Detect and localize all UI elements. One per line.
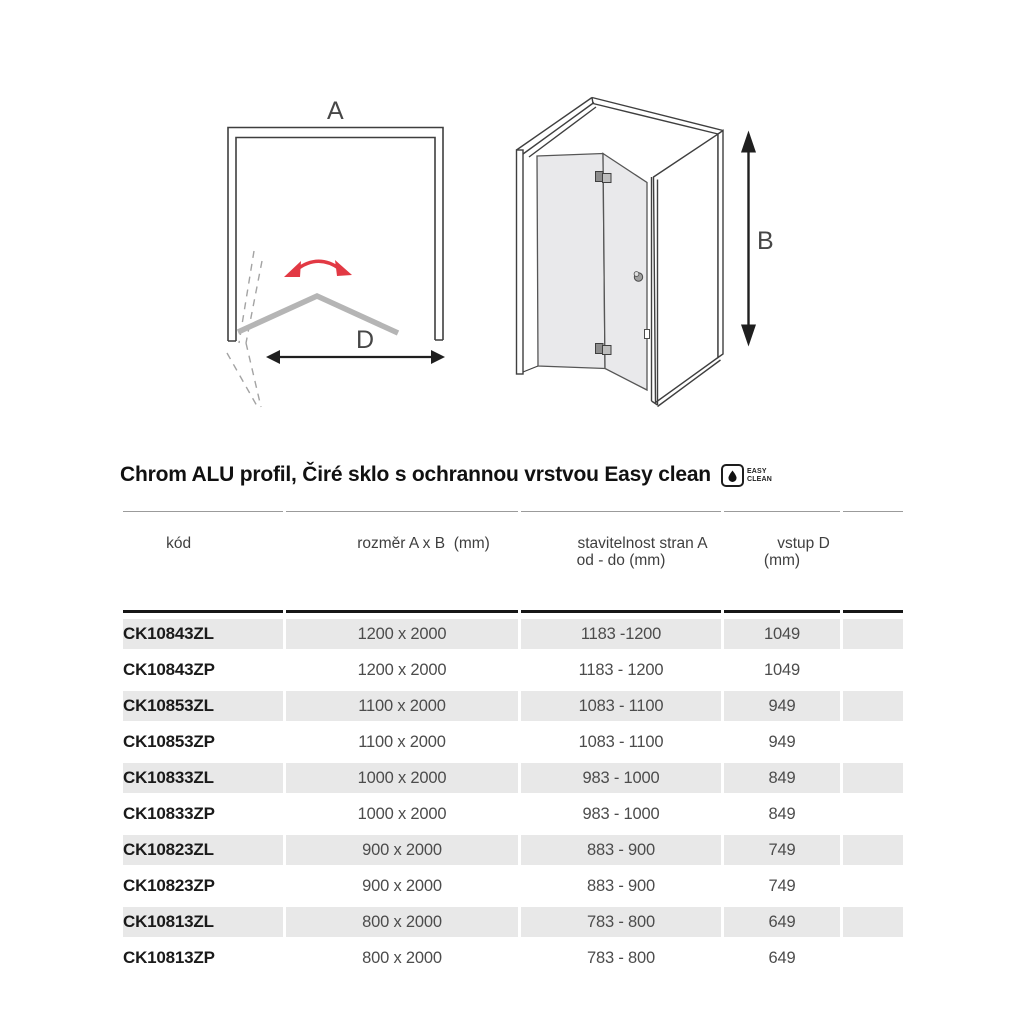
table-row bbox=[123, 763, 903, 793]
cell-rozmer: 900 x 2000 bbox=[362, 876, 442, 895]
cell-kod: CK10833ZP bbox=[123, 804, 215, 823]
cell-rozmer: 800 x 2000 bbox=[362, 948, 442, 967]
easy-clean-badge bbox=[721, 464, 772, 487]
cell-vstup: 949 bbox=[768, 732, 796, 751]
cell-stavitelnost: 1183 -1200 bbox=[521, 619, 721, 649]
right-wall-panel bbox=[652, 131, 724, 407]
cell-stavitelnost: 883 - 900 bbox=[521, 835, 721, 865]
cell-kod: CK10823ZP bbox=[123, 876, 215, 895]
label-d: D bbox=[356, 326, 375, 354]
cell-vstup: 849 bbox=[768, 804, 796, 823]
table-row bbox=[123, 799, 903, 829]
cell-vstup: 749 bbox=[724, 835, 840, 865]
cell-stavitelnost: 1183 - 1200 bbox=[578, 660, 664, 679]
cell-spacer bbox=[843, 655, 903, 685]
cell-vstup: 1049 bbox=[764, 660, 800, 679]
cell-kod: CK10853ZL bbox=[123, 691, 283, 721]
cell-stavitelnost: 883 - 900 bbox=[587, 876, 655, 895]
cell-spacer bbox=[843, 907, 903, 937]
swing-arrow-icon bbox=[284, 260, 352, 277]
perspective-view-diagram bbox=[500, 80, 790, 415]
hinge-bottom-icon bbox=[596, 344, 612, 355]
cell-rozmer: 1200 x 2000 bbox=[286, 619, 518, 649]
table-row bbox=[123, 871, 903, 901]
easy-clean-label: EASY CLEAN bbox=[746, 468, 773, 483]
cell-vstup: 649 bbox=[724, 907, 840, 937]
cell-spacer bbox=[843, 943, 903, 973]
table-row bbox=[123, 727, 903, 757]
cell-vstup: 649 bbox=[768, 948, 796, 967]
cell-stavitelnost: 983 - 1000 bbox=[582, 804, 660, 823]
cell-spacer bbox=[843, 619, 903, 649]
header-rozmer: rozměr A x B (mm) bbox=[286, 511, 518, 613]
spec-table bbox=[120, 505, 906, 979]
cell-stavitelnost: 783 - 800 bbox=[521, 907, 721, 937]
cell-vstup: 949 bbox=[724, 691, 840, 721]
cell-kod: CK10813ZL bbox=[123, 907, 283, 937]
cell-spacer bbox=[843, 871, 903, 901]
cell-kod: CK10823ZL bbox=[123, 835, 283, 865]
label-a: A bbox=[327, 97, 344, 125]
header-vstup: vstup D (mm) bbox=[724, 511, 840, 613]
cell-rozmer: 1000 x 2000 bbox=[286, 763, 518, 793]
header-spacer bbox=[843, 511, 903, 613]
cell-stavitelnost: 1083 - 1100 bbox=[578, 732, 664, 751]
spec-table-body bbox=[123, 619, 903, 973]
cell-vstup: 849 bbox=[724, 763, 840, 793]
table-header-row bbox=[123, 511, 903, 613]
table-row bbox=[123, 691, 903, 721]
hinge-top-icon bbox=[596, 172, 612, 183]
table-row bbox=[123, 619, 903, 649]
cell-kod: CK10853ZP bbox=[123, 732, 215, 751]
wall-rails bbox=[517, 98, 724, 158]
cell-spacer bbox=[843, 763, 903, 793]
title-row bbox=[120, 463, 920, 487]
cell-vstup: 1049 bbox=[724, 619, 840, 649]
cell-spacer bbox=[843, 727, 903, 757]
cell-stavitelnost: 783 - 800 bbox=[587, 948, 655, 967]
header-stavitelnost: stavitelnost stran A od - do (mm) bbox=[521, 511, 721, 613]
cell-stavitelnost: 983 - 1000 bbox=[521, 763, 721, 793]
cell-spacer bbox=[843, 799, 903, 829]
frame-outline bbox=[228, 128, 443, 342]
dimension-b-arrow bbox=[741, 131, 756, 347]
table-row bbox=[123, 943, 903, 973]
cell-rozmer: 800 x 2000 bbox=[286, 907, 518, 937]
table-row bbox=[123, 655, 903, 685]
table-row bbox=[123, 835, 903, 865]
cell-rozmer: 1200 x 2000 bbox=[357, 660, 447, 679]
cell-spacer bbox=[843, 691, 903, 721]
page-title: Chrom ALU profil, Čiré sklo s ochrannou vrstvou Easy clean bbox=[120, 463, 711, 486]
cell-rozmer: 900 x 2000 bbox=[286, 835, 518, 865]
cell-kod: CK10813ZP bbox=[123, 948, 215, 967]
header-kod: kód bbox=[123, 511, 283, 613]
fixed-glass-panel bbox=[523, 154, 605, 373]
cell-rozmer: 1100 x 2000 bbox=[286, 691, 518, 721]
cell-spacer bbox=[843, 835, 903, 865]
cell-kod: CK10833ZL bbox=[123, 763, 283, 793]
cell-stavitelnost: 1083 - 1100 bbox=[521, 691, 721, 721]
cell-vstup: 749 bbox=[768, 876, 796, 895]
table-row bbox=[123, 907, 903, 937]
cell-rozmer: 1000 x 2000 bbox=[357, 804, 447, 823]
label-b: B bbox=[757, 227, 774, 255]
left-wall-post bbox=[517, 150, 524, 374]
cell-kod: CK10843ZP bbox=[123, 660, 215, 679]
cell-rozmer: 1100 x 2000 bbox=[358, 732, 446, 751]
cell-kod: CK10843ZL bbox=[123, 619, 283, 649]
droplet-icon bbox=[721, 464, 744, 487]
top-view-diagram bbox=[170, 95, 460, 425]
